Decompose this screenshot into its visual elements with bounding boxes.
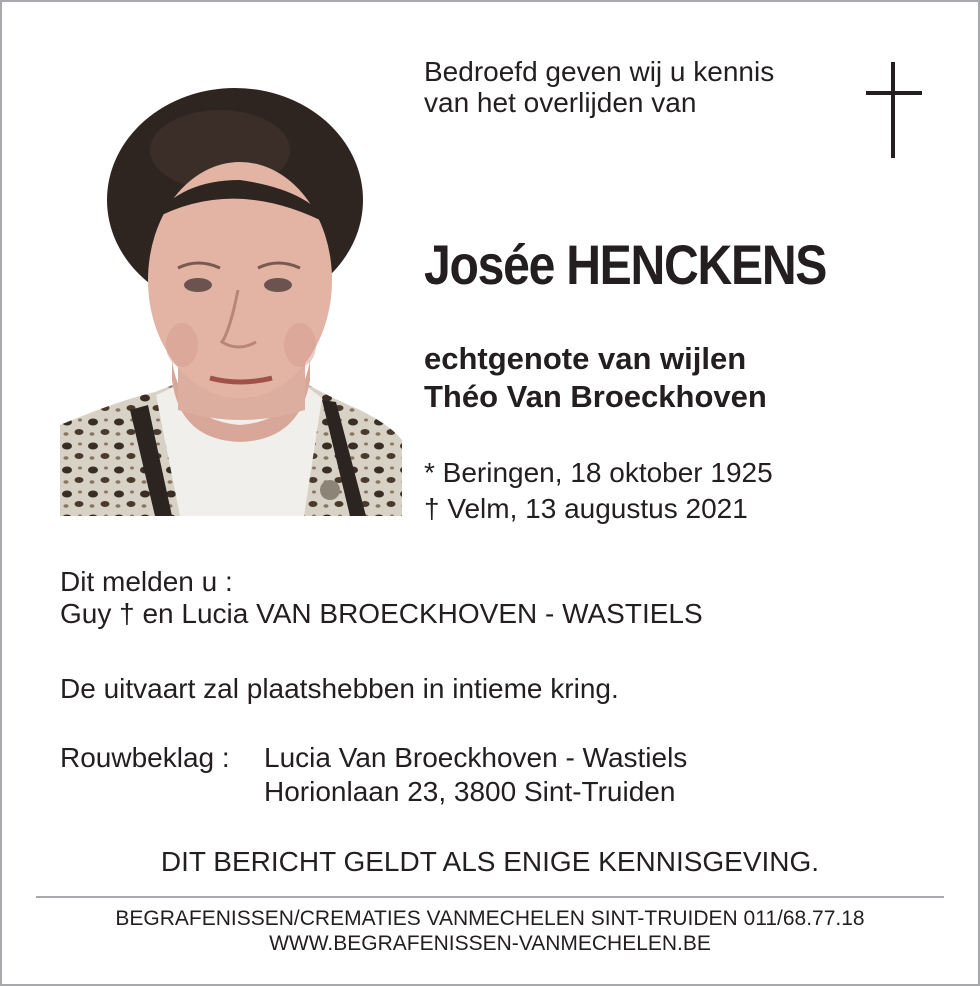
funeral-text: De uitvaart zal plaatshebben in intieme kring.	[60, 673, 619, 704]
condolence-address: Horionlaan 23, 3800 Sint-Truiden	[264, 776, 676, 807]
latin-cross-icon	[866, 62, 922, 158]
announcers-block	[60, 566, 703, 630]
footer-divider	[36, 896, 944, 898]
spouse-line-2: Théo Van Broeckhoven	[424, 379, 767, 414]
announcers-label: Dit melden u :	[60, 566, 233, 597]
spouse-line-1: echtgenote van wijlen	[424, 341, 747, 376]
condolence-name: Lucia Van Broeckhoven - Wastiels	[264, 742, 688, 773]
portrait-photo	[60, 80, 402, 516]
death-date: † Velm, 13 augustus 2021	[424, 493, 748, 524]
intro-text	[424, 56, 774, 118]
intro-line-1: Bedroefd geven wij u kennis	[424, 56, 775, 87]
announcers-names: Guy † en Lucia VAN BROECKHOVEN - WASTIELS	[60, 598, 703, 629]
deceased-name: Josée HENCKENS	[424, 233, 827, 296]
undertaker-footer	[0, 906, 980, 956]
footer-line-1: BEGRAFENISSEN/CREMATIES VANMECHELEN SINT-TRUIDEN 011/68.77.18	[115, 907, 865, 930]
birth-date: * Beringen, 18 oktober 1925	[424, 457, 773, 488]
footer-website: WWW.BEGRAFENISSEN-VANMECHELEN.BE	[269, 932, 711, 955]
official-notice: DIT BERICHT GELDT ALS ENIGE KENNISGEVING.	[160, 846, 820, 877]
intro-line-2: van het overlijden van	[424, 87, 697, 118]
spouse-text	[424, 340, 767, 416]
condolence-label: Rouwbeklag :	[60, 742, 230, 773]
life-dates	[424, 455, 773, 527]
